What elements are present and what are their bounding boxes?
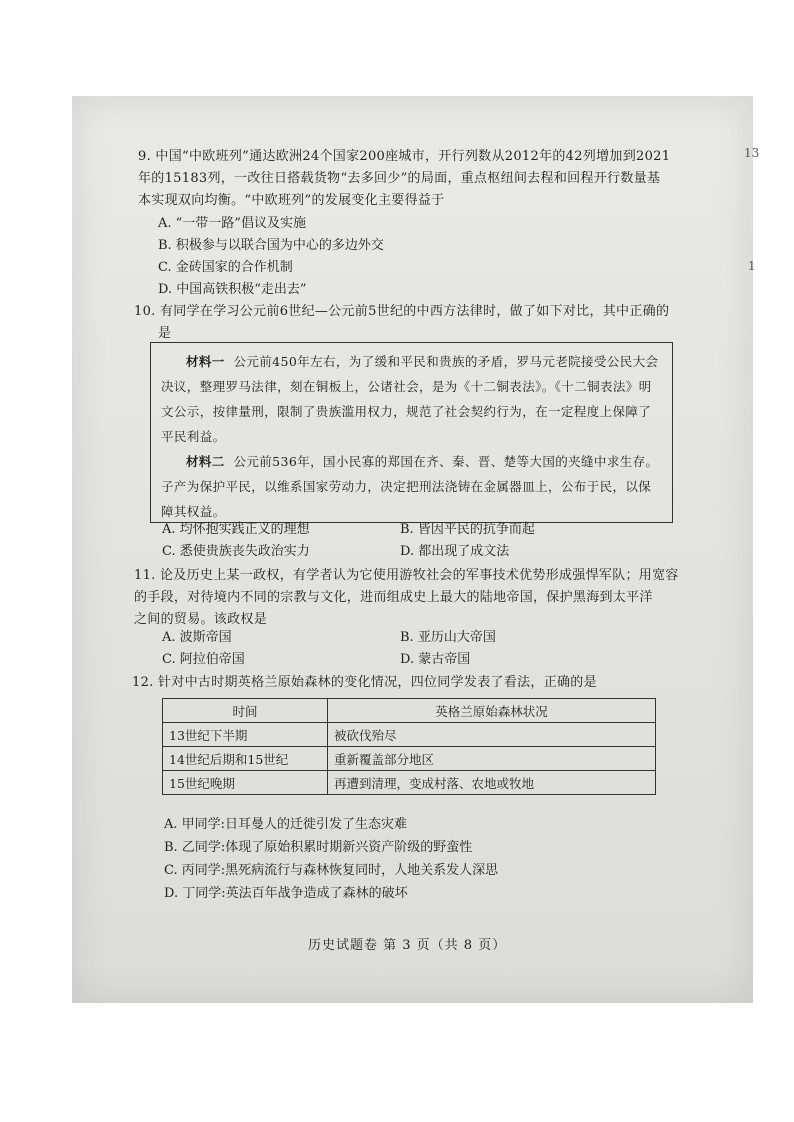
question-11-option-d: D. 蒙古帝国 <box>400 652 471 667</box>
question-11-option-a: A. 波斯帝国 <box>162 630 232 645</box>
stem-line: 12. 针对中古时期英格兰原始森林的变化情况，四位同学发表了看法，正确的是 <box>132 675 597 690</box>
question-9-option-c: C. 金砖国家的合作机制 <box>158 260 293 275</box>
question-9-option-d: D. 中国高铁积极“走出去” <box>158 282 307 297</box>
table-row <box>163 723 656 747</box>
question-10-option-c: C. 悉使贵族丧失政治实力 <box>162 544 310 559</box>
table-header: 英格兰原始森林状况 <box>328 699 656 723</box>
stem-line: 是 <box>158 326 172 341</box>
table-header: 时间 <box>163 699 328 723</box>
forest-table <box>162 698 656 795</box>
edge-page-number-1: 1 <box>748 259 756 273</box>
exam-page-photo <box>72 96 760 1003</box>
stem-line: 本实现双向均衡。“中欧班列”的发展变化主要得益于 <box>138 193 445 208</box>
table-cell: 15世纪晚期 <box>163 771 328 795</box>
table-cell: 再遭到清理，变成村落、农地或牧地 <box>328 771 656 795</box>
material-two-text: 公元前536年，国小民寡的郑国在齐、秦、晋、楚等大国的夹缝中求生存。子产为保护平民，以维系国家劳动力，决定把刑法浇铸在金属器皿上，公布于民，以保障其权益。 <box>161 454 659 519</box>
edge-page-number-13: 13 <box>744 146 760 160</box>
question-10-option-b: B. 皆因平民的抗争而起 <box>400 522 535 537</box>
table-row <box>163 747 656 771</box>
stem-line: 之间的贸易。该政权是 <box>134 612 268 627</box>
table-cell: 被砍伐殆尽 <box>328 723 656 747</box>
material-one-label: 材料一 <box>186 354 225 369</box>
question-10-option-d: D. 都出现了成文法 <box>400 544 510 559</box>
stem-line: 的手段，对待境内不同的宗教与文化，进而组成史上最大的陆地帝国，保护黑海到太平洋 <box>134 590 653 605</box>
stem-line: 10. 有同学在学习公元前6世纪—公元前5世纪的中西方法律时，做了如下对比，其中正确的 <box>134 304 670 319</box>
table-cell: 13世纪下半期 <box>163 723 328 747</box>
table-header-row <box>163 699 656 723</box>
question-12-option-b: B. 乙同学:体现了原始积累时期新兴资产阶级的野蛮性 <box>164 840 473 855</box>
question-11-stem <box>134 565 744 631</box>
material-box <box>150 342 673 523</box>
material-two-label: 材料二 <box>186 454 225 469</box>
table-cell: 14世纪后期和15世纪 <box>163 747 328 771</box>
page-footer: 历史试题卷 第 3 页（共 8 页） <box>308 938 507 953</box>
question-11-option-c: C. 阿拉伯帝国 <box>162 652 245 667</box>
question-9-stem <box>138 146 738 212</box>
question-9-option-b: B. 积极参与以联合国为中心的多边外交 <box>158 238 384 253</box>
table-cell: 重新覆盖部分地区 <box>328 747 656 771</box>
question-10-option-a: A. 均怀抱实践正义的理想 <box>162 522 310 537</box>
question-12-stem <box>132 672 742 694</box>
table-row <box>163 771 656 795</box>
question-9-option-a: A. “一带一路”倡议及实施 <box>158 216 306 231</box>
material-one <box>161 349 662 449</box>
question-11-option-b: B. 亚历山大帝国 <box>400 630 496 645</box>
material-one-text: 公元前450年左右，为了缓和平民和贵族的矛盾，罗马元老院接受公民大会决议，整理罗马法律，刻在铜板上，公诸社会，是为《十二铜表法》。《十二铜表法》明文公示，按律量刑，限制了贵族滥用权力，规范了社会契约行为，在一定程度上保障了平民利益。 <box>161 354 659 444</box>
stem-line: 11. 论及历史上某一政权，有学者认为它使用游牧社会的军事技术优势形成强悍军队；用宽容 <box>134 568 679 583</box>
question-12-option-a: A. 甲同学:日耳曼人的迁徙引发了生态灾难 <box>164 817 408 832</box>
material-two <box>161 449 662 524</box>
stem-line: 9. 中国“中欧班列”通达欧洲24个国家200座城市，开行列数从2012年的42列增加到2021 <box>138 149 671 164</box>
question-10-stem <box>134 301 734 345</box>
question-12-option-d: D. 丁同学:英法百年战争造成了森林的破坏 <box>164 886 408 901</box>
stem-line: 年的15183列，一改往日搭载货物“去多回少”的局面，重点枢纽间去程和回程开行数量基 <box>138 171 661 186</box>
question-12-option-c: C. 丙同学:黑死病流行与森林恢复同时，人地关系发人深思 <box>164 863 499 878</box>
